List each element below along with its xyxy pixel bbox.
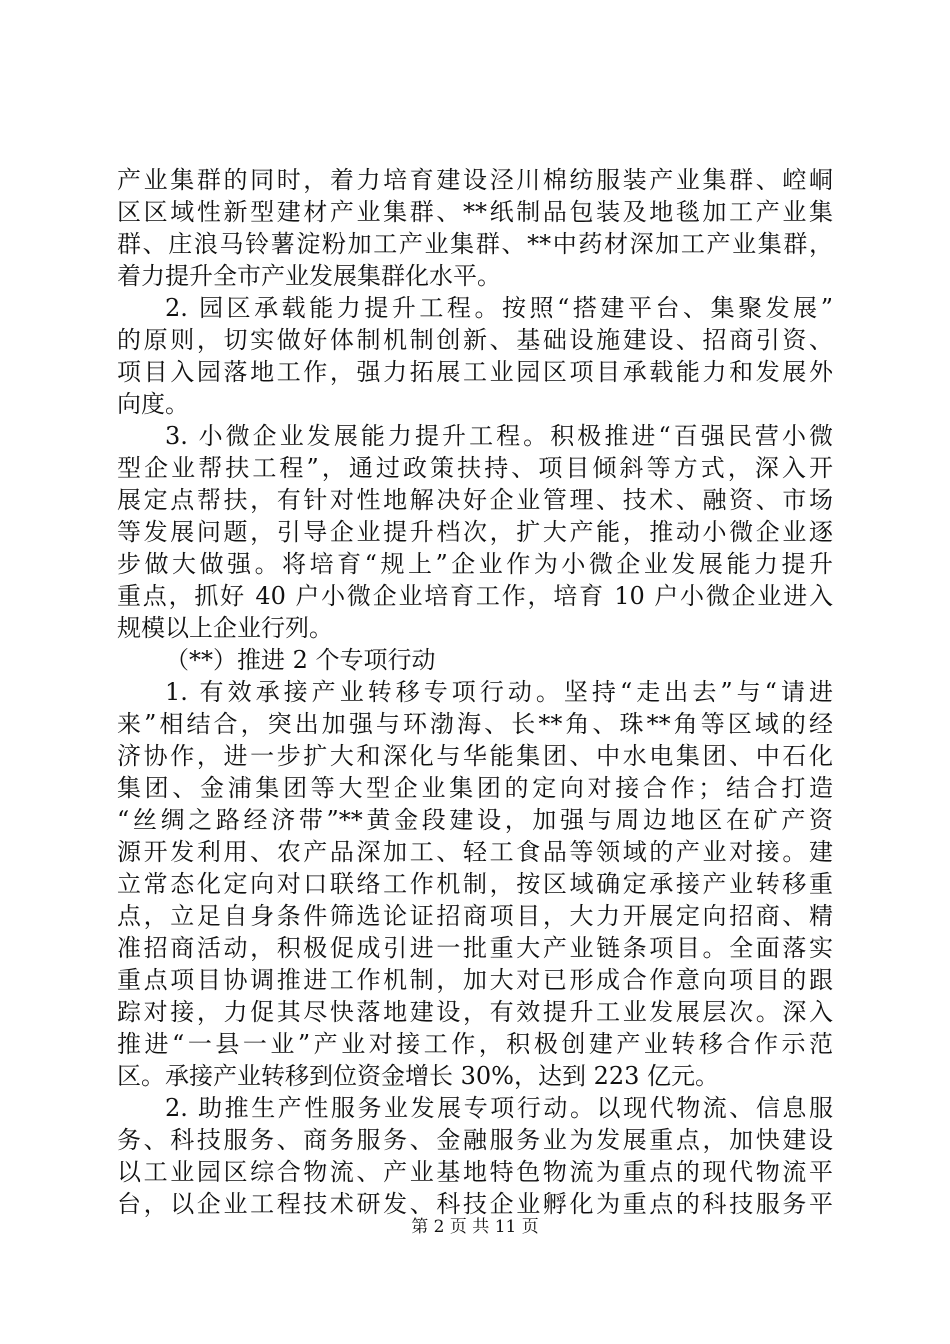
text-line: 产业集群的同时，着力培育建设泾川棉纺服装产业集群、崆峒 bbox=[117, 166, 833, 194]
text-line: 以工业园区综合物流、产业基地特色物流为重点的现代物流平 bbox=[117, 1158, 833, 1186]
text-line: 展定点帮扶，有针对性地解决好企业管理、技术、融资、市场 bbox=[117, 486, 833, 514]
text-line: 集团、金浦集团等大型企业集团的定向对接合作；结合打造 bbox=[117, 774, 833, 802]
text-line: 着力提升全市产业发展集群化水平。 bbox=[117, 262, 501, 290]
text-line: 台，以企业工程技术研发、科技企业孵化为重点的科技服务平 bbox=[117, 1190, 833, 1218]
text-line: 济协作，进一步扩大和深化与华能集团、中水电集团、中石化 bbox=[117, 742, 833, 770]
text-line: 向度。 bbox=[117, 390, 189, 418]
text-line: 源开发利用、农产品深加工、轻工食品等领域的产业对接。建 bbox=[117, 838, 833, 866]
text-line: “丝绸之路经济带”**黄金段建设，加强与周边地区在矿产资 bbox=[117, 806, 833, 834]
text-line: 步做大做强。将培育“规上”企业作为小微企业发展能力提升 bbox=[117, 550, 833, 578]
page-footer: 第 2 页 共 11 页 bbox=[411, 1217, 539, 1237]
text-line: 区区域性新型建材产业集群、**纸制品包装及地毯加工产业集 bbox=[117, 198, 833, 226]
text-line: 的原则，切实做好体制机制创新、基础设施建设、招商引资、 bbox=[117, 326, 833, 354]
text-line: 3. 小微企业发展能力提升工程。积极推进“百强民营小微 bbox=[165, 422, 833, 450]
text-line: 2. 助推生产性服务业发展专项行动。以现代物流、信息服 bbox=[165, 1094, 833, 1122]
text-line: 来”相结合，突出加强与环渤海、长**角、珠**角等区域的经 bbox=[117, 710, 833, 738]
text-line: 群、庄浪马铃薯淀粉加工产业集群、**中药材深加工产业集群， bbox=[117, 230, 833, 258]
text-line: 项目入园落地工作，强力拓展工业园区项目承载能力和发展外 bbox=[117, 358, 833, 386]
text-line: 等发展问题，引导企业提升档次，扩大产能，推动小微企业逐 bbox=[117, 518, 833, 546]
text-line: 重点，抓好 40 户小微企业培育工作，培育 10 户小微企业进入 bbox=[117, 582, 833, 610]
text-line: 推进“一县一业”产业对接工作，积极创建产业转移合作示范 bbox=[117, 1030, 833, 1058]
document-body bbox=[117, 164, 833, 1220]
text-line: 踪对接，力促其尽快落地建设，有效提升工业发展层次。深入 bbox=[117, 998, 833, 1026]
text-line: 型企业帮扶工程”，通过政策扶持、项目倾斜等方式，深入开 bbox=[117, 454, 833, 482]
text-line: 准招商活动，积极促成引进一批重大产业链条项目。全面落实 bbox=[117, 934, 833, 962]
text-line: 重点项目协调推进工作机制，加大对已形成合作意向项目的跟 bbox=[117, 966, 833, 994]
text-line: 规模以上企业行列。 bbox=[117, 614, 333, 642]
section-heading: （**）推进 2 个专项行动 bbox=[165, 646, 436, 674]
text-line: 区。承接产业转移到位资金增长 30%，达到 223 亿元。 bbox=[117, 1062, 720, 1090]
text-line: 立常态化定向对口联络工作机制，按区域确定承接产业转移重 bbox=[117, 870, 833, 898]
text-line: 务、科技服务、商务服务、金融服务业为发展重点，加快建设 bbox=[117, 1126, 833, 1154]
text-line: 2. 园区承载能力提升工程。按照“搭建平台、集聚发展” bbox=[165, 294, 833, 322]
text-line: 1. 有效承接产业转移专项行动。坚持“走出去”与“请进 bbox=[165, 678, 833, 706]
text-line: 点，立足自身条件筛选论证招商项目，大力开展定向招商、精 bbox=[117, 902, 833, 930]
